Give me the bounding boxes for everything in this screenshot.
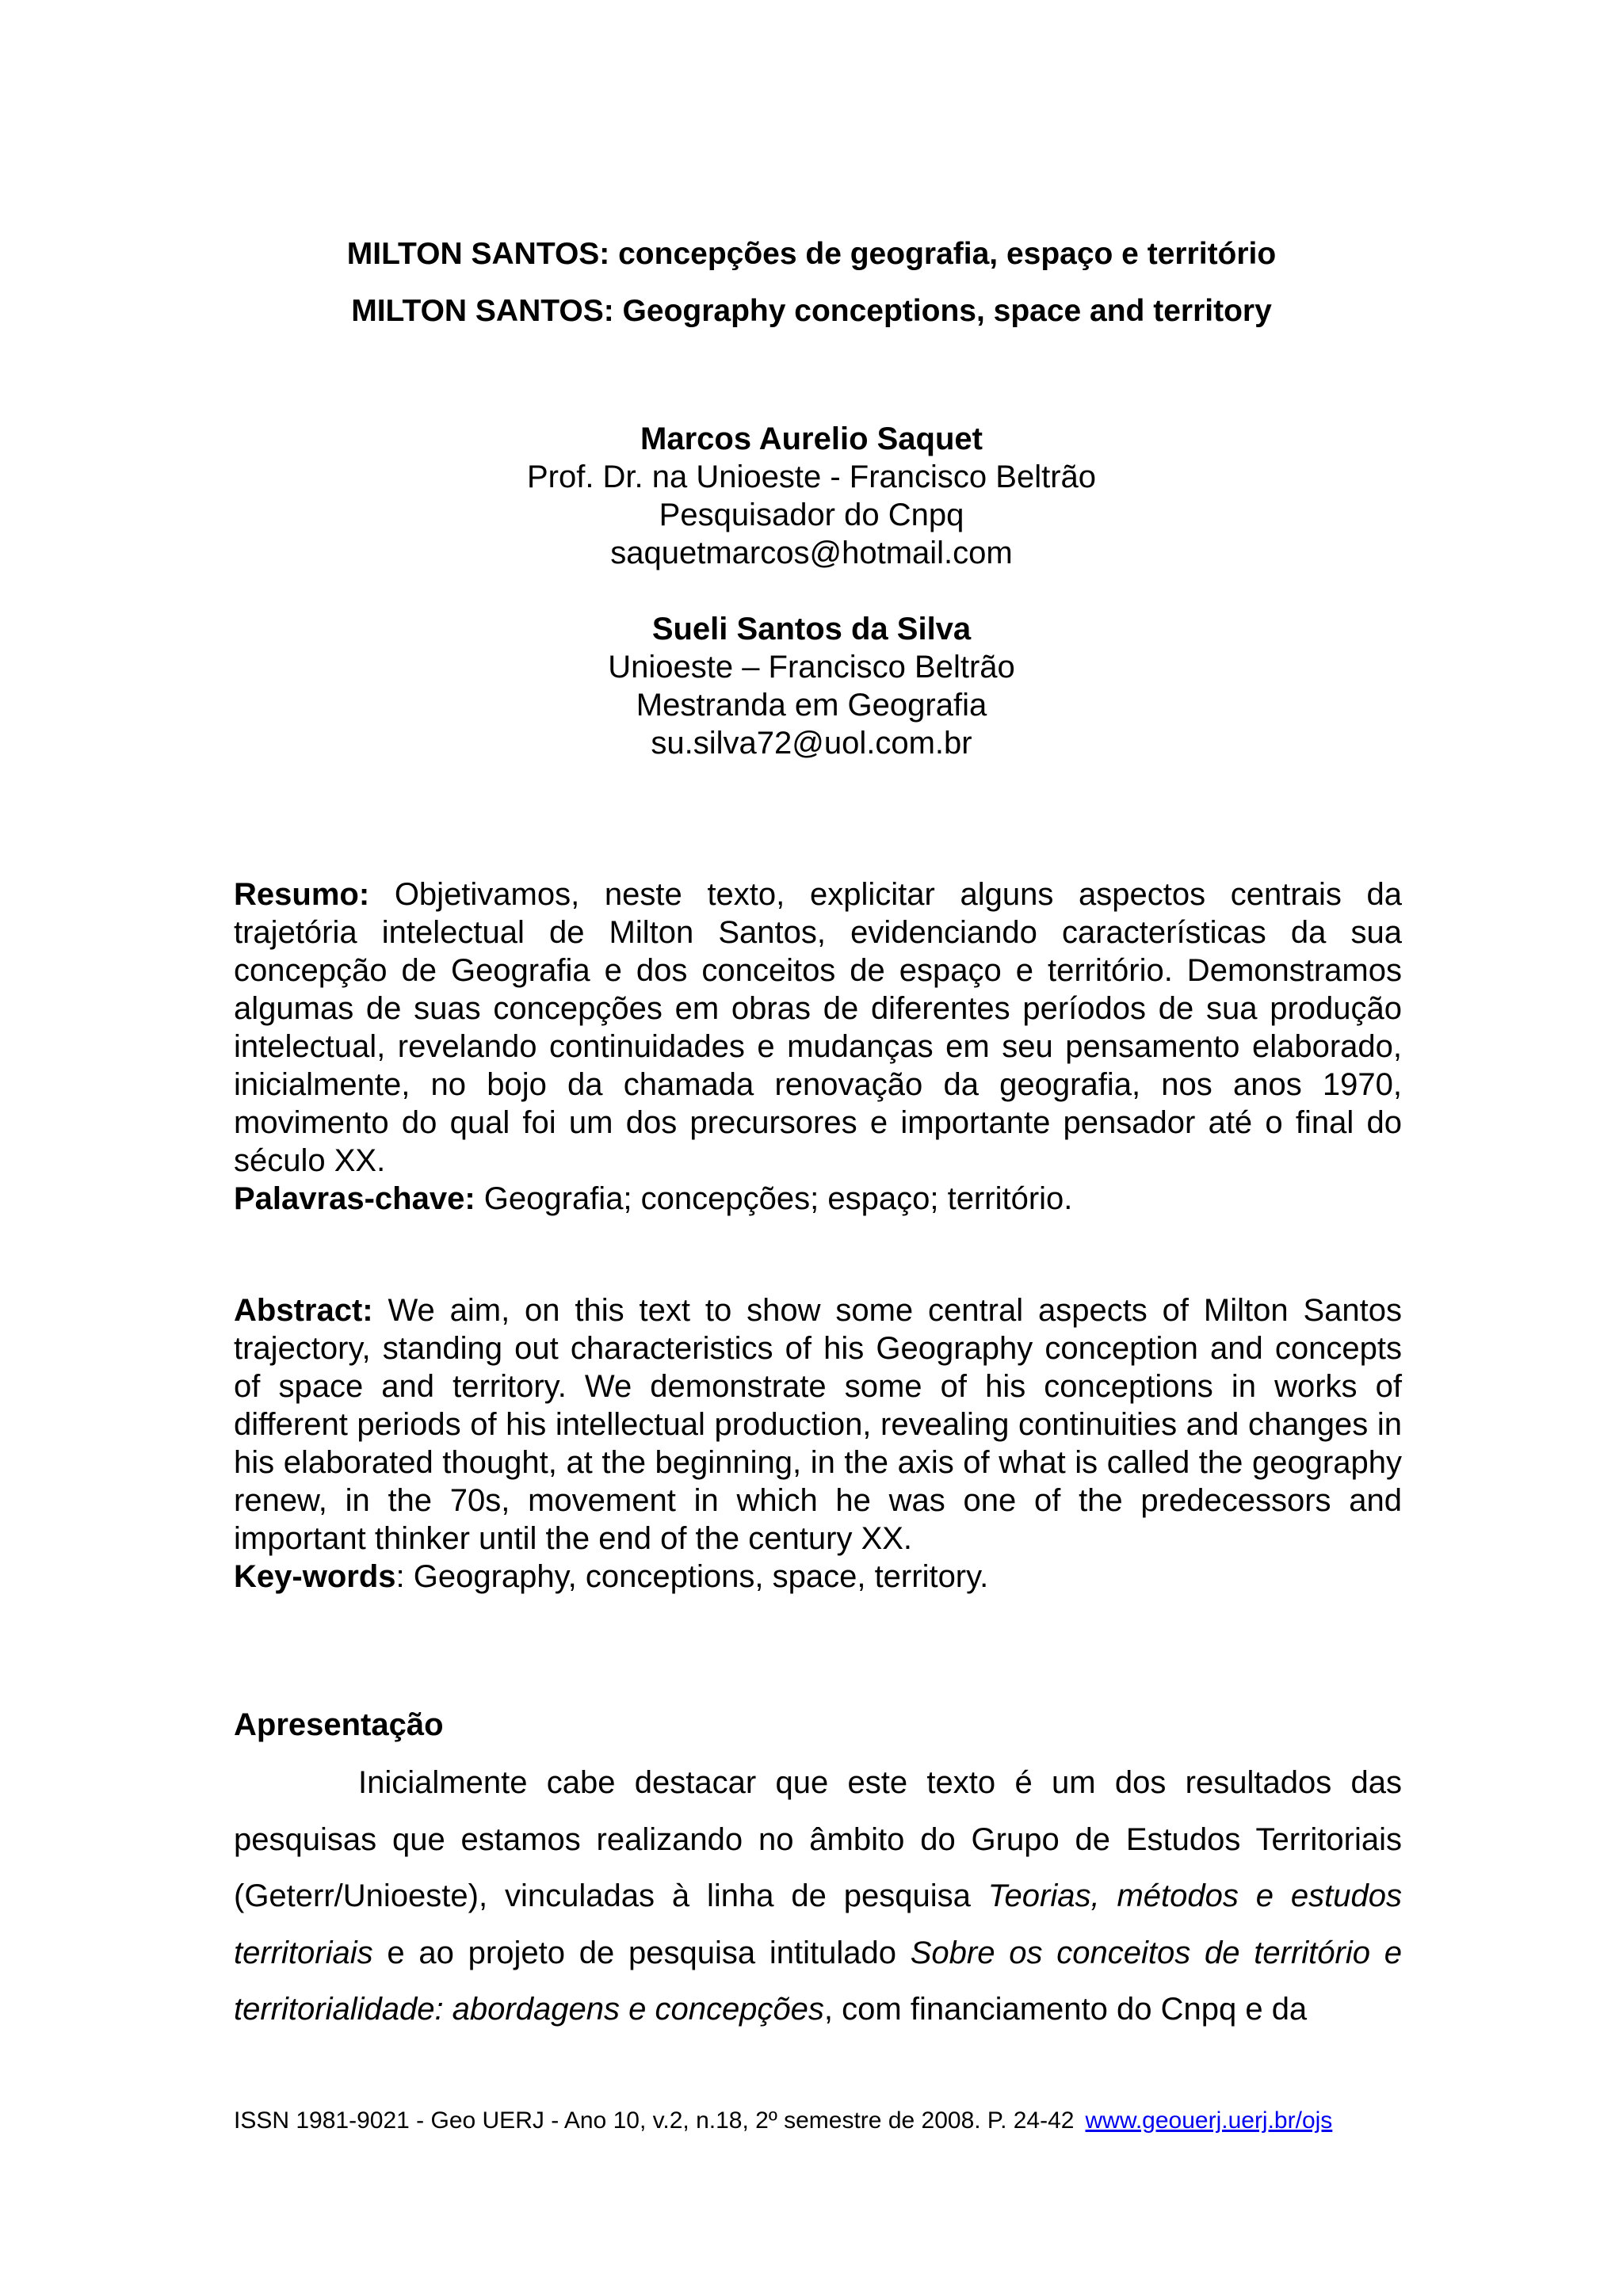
- author-affiliation: Unioeste – Francisco Beltrão: [608, 650, 1015, 685]
- body-paragraph: [234, 1755, 1402, 2039]
- author-name: Marcos Aurelio Saquet: [640, 421, 983, 456]
- author-email: saquetmarcos@hotmail.com: [610, 536, 1013, 570]
- resumo-section: [234, 875, 1402, 1218]
- key-words-label: Key-words: [234, 1559, 396, 1594]
- section-heading: Apresentação: [234, 1707, 444, 1742]
- abstract-label: Abstract:: [234, 1293, 373, 1328]
- project-title-italic: Sobre os conceitos de território e territorialidade: abordagens e concepções: [234, 1935, 1402, 2027]
- author-2: [0, 610, 1623, 762]
- key-words-text: : Geography, conceptions, space, territory.: [395, 1559, 989, 1594]
- author-name: Sueli Santos da Silva: [651, 612, 972, 646]
- palavras-chave-text: Geografia; concepções; espaço; território.: [475, 1181, 1073, 1216]
- research-line-italic: Teorias, métodos e estudos territoriais: [234, 1878, 1402, 1970]
- body-text-1: Inicialmente cabe destacar que este texto é um dos resultados das pesquisas que estamos realizando no âmbito do Grupo de Estudos Territoriais (Geterr/Unioeste), vinculadas à linha de pesquisa: [234, 1765, 1402, 1913]
- abstract-paragraph: [234, 1291, 1402, 1558]
- title-english: MILTON SANTOS: Geography conceptions, space and territory: [351, 294, 1272, 328]
- palavras-chave-label: Palavras-chave:: [234, 1181, 475, 1216]
- journal-link[interactable]: www.geouerj.uerj.br/ojs: [1085, 2107, 1333, 2134]
- page-footer: [234, 2107, 1332, 2135]
- resumo-label: Resumo:: [234, 877, 370, 912]
- footer-citation: ISSN 1981-9021 - Geo UERJ - Ano 10, v.2, n.18, 2º semestre de 2008. P. 24-42: [234, 2107, 1075, 2134]
- abstract-text: We aim, on this text to show some central aspects of Milton Santos trajectory, standing out characteristics of his Geography conception and concepts of space and territory. We demonstrate some of his conceptions in works of different periods of his intellectual production, revealing continuities and changes in his elaborated thought, at the beginning, in the axis of what is called the geography renew, in the 70s, movement in which he was one of the predecessors and important thinker until the end of the century XX.: [234, 1293, 1402, 1556]
- author-role: Mestranda em Geografia: [636, 688, 987, 723]
- palavras-chave: [234, 1180, 1402, 1218]
- resumo-text: Objetivamos, neste texto, explicitar alguns aspectos centrais da trajetória intelectual de Milton Santos, evidenciando características da sua concepção de Geografia e dos conceitos de espaço e território. Demonstramos algumas de suas concepções em obras de diferentes períodos de sua produção intelectual, revelando continuidades e mudanças em seu pensamento elaborado, inicialmente, no bojo da chamada renovação da geografia, nos anos 1970, movimento do qual foi um dos precursores e importante pensador até o final do século XX.: [234, 877, 1402, 1178]
- abstract-section: [234, 1291, 1402, 1596]
- title-block: [0, 226, 1623, 340]
- author-email: su.silva72@uol.com.br: [651, 726, 972, 761]
- body-text-2: e ao projeto de pesquisa intitulado: [372, 1935, 911, 1970]
- author-1: [0, 420, 1623, 572]
- author-affiliation: Prof. Dr. na Unioeste - Francisco Beltrão: [526, 460, 1097, 494]
- key-words: [234, 1558, 1402, 1596]
- author-role: Pesquisador do Cnpq: [659, 498, 964, 532]
- resumo-paragraph: [234, 875, 1402, 1180]
- title-portuguese: MILTON SANTOS: concepções de geografia, espaço e território: [346, 237, 1277, 271]
- authors-block: [0, 420, 1623, 800]
- body-text-3: , com financiamento do Cnpq e da: [823, 1992, 1308, 2027]
